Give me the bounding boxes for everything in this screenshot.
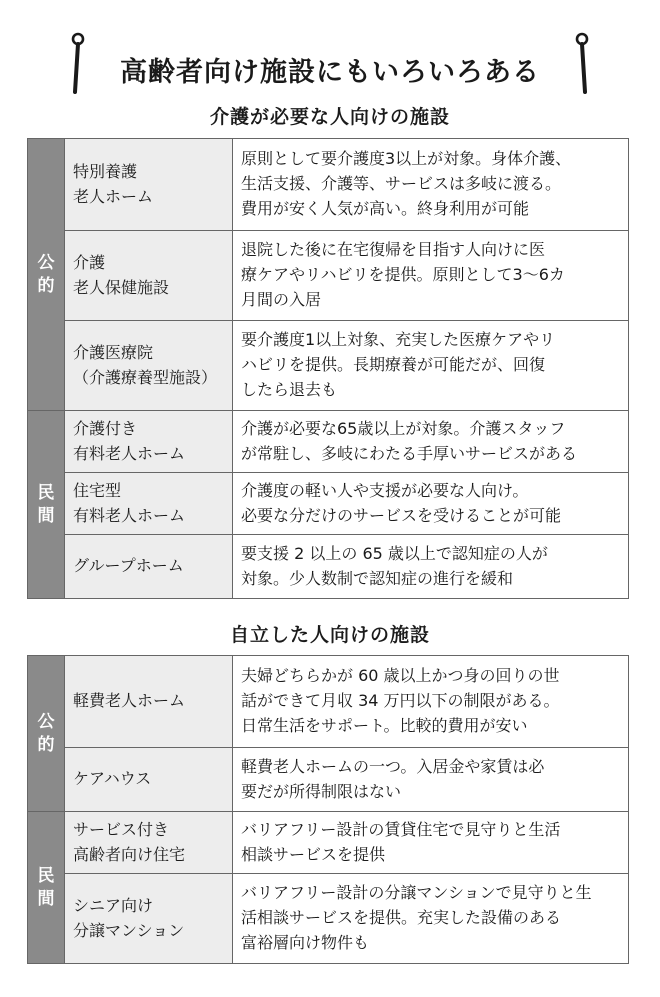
description-line: 要支援 2 以上の 65 歳以上で認知症の人が bbox=[241, 543, 548, 563]
facility-description-cell bbox=[233, 748, 629, 812]
facility-name-cell bbox=[65, 231, 233, 321]
independent-facility-table bbox=[27, 655, 629, 964]
facility-description-cell bbox=[233, 473, 629, 535]
category-label: 公 的 bbox=[37, 252, 55, 296]
facility-name-cell bbox=[65, 139, 233, 231]
description-line: 夫婦どちらかが 60 歳以上かつ身の回りの世 bbox=[241, 666, 560, 686]
facility-name-cell bbox=[65, 321, 233, 411]
description-line: 費用が安く人気が高い。終身利用が可能 bbox=[241, 198, 530, 218]
table-row bbox=[28, 748, 629, 812]
description-line: 介護度の軽い人や支援が必要な人向け。 bbox=[241, 480, 529, 500]
facility-name: 特別養護 bbox=[73, 161, 138, 181]
table-row bbox=[28, 656, 629, 748]
pushpin-icon bbox=[70, 32, 86, 96]
facility-name: 軽費老人ホーム bbox=[73, 691, 186, 711]
facility-name-cell bbox=[65, 748, 233, 812]
facility-name: シニア向け bbox=[73, 895, 154, 915]
table-row bbox=[28, 231, 629, 321]
facility-name-cell bbox=[65, 535, 233, 599]
section-title-independent: 自立した人向けの施設 bbox=[229, 624, 430, 646]
description-line: 軽費老人ホームの一つ。入居金や家賃は必 bbox=[241, 756, 545, 776]
description-line: 話ができて月収 34 万円以下の制限がある。 bbox=[241, 691, 560, 711]
page-title: 高齢者向け施設にもいろいろある bbox=[120, 56, 540, 88]
care-facility-table bbox=[27, 138, 629, 599]
facility-name: 分譲マンション bbox=[73, 920, 185, 940]
facility-name-cell bbox=[65, 812, 233, 874]
pushpin-icon bbox=[574, 32, 590, 96]
description-line: 原則として要介護度3以上が対象。身体介護、 bbox=[241, 149, 572, 169]
facility-description-cell bbox=[233, 231, 629, 321]
category-cell bbox=[28, 411, 65, 599]
table-row bbox=[28, 812, 629, 874]
facility-name: サービス付き bbox=[73, 819, 170, 839]
facility-name: ケアハウス bbox=[73, 769, 152, 789]
description-line: が常駐し、多岐にわたる手厚いサービスがある bbox=[241, 443, 578, 463]
facility-description-cell bbox=[233, 139, 629, 231]
description-line: 活相談サービスを提供。充実した設備のある bbox=[241, 908, 562, 928]
facility-name-cell bbox=[65, 656, 233, 748]
description-line: ハビリを提供。長期療養が可能だが、回復 bbox=[241, 355, 546, 375]
facility-name: 老人保健施設 bbox=[73, 277, 170, 297]
category-cell bbox=[28, 656, 65, 812]
facility-name-cell bbox=[65, 411, 233, 473]
description-line: 療ケアやリハビリを提供。原則として3～6カ bbox=[241, 265, 565, 285]
facility-name: 住宅型 bbox=[73, 480, 122, 500]
description-line: バリアフリー設計の賃貸住宅で見守りと生活 bbox=[241, 819, 561, 839]
category-label: 公 的 bbox=[37, 711, 55, 755]
description-line: 富裕層向け物件も bbox=[241, 932, 370, 952]
title-banner bbox=[0, 0, 660, 100]
table-row bbox=[28, 874, 629, 964]
description-line: したら退去も bbox=[241, 379, 338, 399]
facility-name: グループホーム bbox=[73, 556, 184, 576]
table-row bbox=[28, 473, 629, 535]
category-label: 民 間 bbox=[37, 865, 55, 909]
description-line: 退院した後に在宅復帰を目指す人向けに医 bbox=[241, 240, 546, 260]
description-line: 要だが所得制限はない bbox=[241, 781, 402, 801]
description-line: 相談サービスを提供 bbox=[241, 844, 386, 864]
facility-name: 老人ホーム bbox=[73, 186, 154, 206]
category-cell bbox=[28, 812, 65, 964]
description-line: 生活支援、介護等、サービスは多岐に渡る。 bbox=[241, 174, 562, 194]
table-row bbox=[28, 139, 629, 231]
facility-name: 有料老人ホーム bbox=[73, 443, 186, 463]
facility-name: （介護療養型施設） bbox=[73, 367, 218, 387]
facility-name: 介護医療院 bbox=[73, 342, 154, 362]
description-line: 日常生活をサポート。比較的費用が安い bbox=[241, 715, 528, 735]
description-line: バリアフリー設計の分譲マンションで見守りと生 bbox=[241, 883, 592, 903]
category-label: 民 間 bbox=[37, 482, 55, 526]
facility-name: 高齢者向け住宅 bbox=[73, 844, 186, 864]
table-row bbox=[28, 411, 629, 473]
facility-name: 介護 bbox=[73, 252, 106, 272]
facility-description-cell bbox=[233, 656, 629, 748]
facility-name: 有料老人ホーム bbox=[73, 505, 186, 525]
table-row bbox=[28, 535, 629, 599]
facility-description-cell bbox=[233, 535, 629, 599]
table-row bbox=[28, 321, 629, 411]
description-line: 介護が必要な65歳以上が対象。介護スタッフ bbox=[241, 418, 566, 438]
facility-description-cell bbox=[233, 812, 629, 874]
description-line: 必要な分だけのサービスを受けることが可能 bbox=[241, 505, 562, 525]
facility-description-cell bbox=[233, 321, 629, 411]
category-cell bbox=[28, 139, 65, 411]
description-line: 対象。少人数制で認知症の進行を緩和 bbox=[241, 568, 514, 588]
facility-name-cell bbox=[65, 473, 233, 535]
facility-description-cell bbox=[233, 411, 629, 473]
facility-name: 介護付き bbox=[73, 418, 138, 438]
description-line: 要介護度1以上対象、充実した医療ケアやリ bbox=[241, 330, 556, 350]
facility-description-cell bbox=[233, 874, 629, 964]
section-title-care-needed: 介護が必要な人向けの施設 bbox=[209, 106, 450, 128]
facility-name-cell bbox=[65, 874, 233, 964]
description-line: 月間の入居 bbox=[241, 289, 322, 309]
